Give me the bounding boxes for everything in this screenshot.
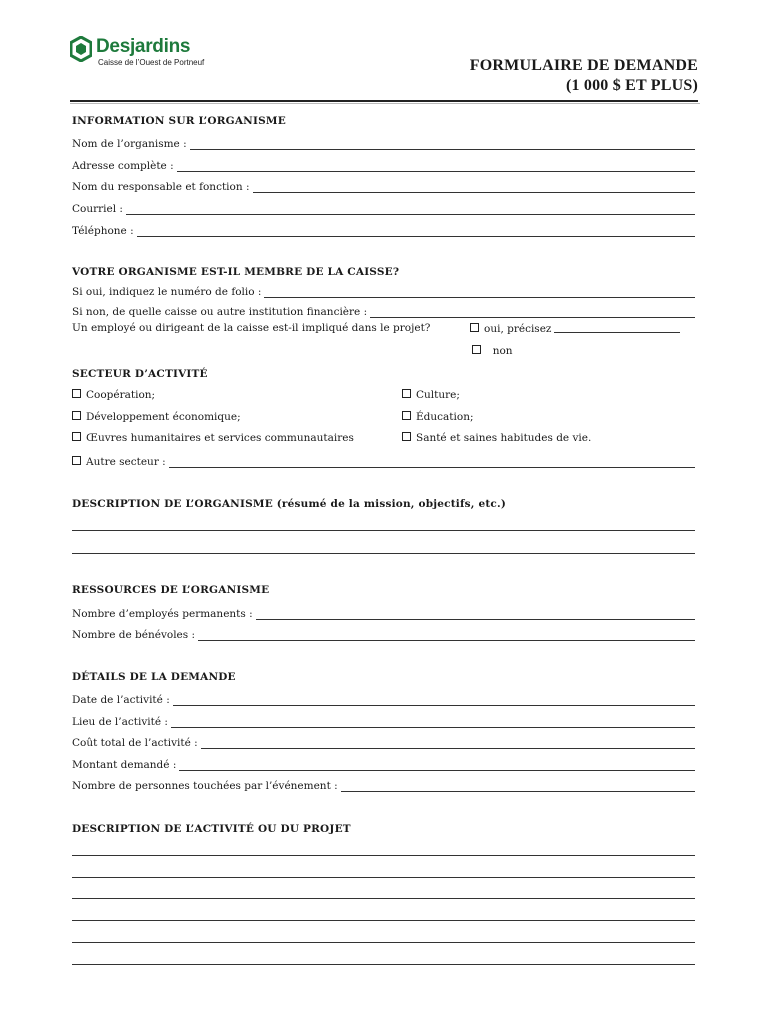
fill-line[interactable]	[169, 457, 695, 468]
option-developpement[interactable]	[72, 411, 241, 423]
fill-line[interactable]	[137, 226, 695, 237]
field-label: Autre secteur :	[86, 456, 166, 468]
field-label: Nombre de bénévoles :	[72, 629, 196, 641]
option-education[interactable]	[402, 411, 474, 423]
desjardins-hexagon-icon	[70, 36, 92, 62]
option-oeuvres[interactable]	[72, 432, 354, 444]
field-employes[interactable]	[72, 606, 695, 620]
checkbox-sante[interactable]	[402, 432, 411, 441]
brand-subtitle: Caisse de l’Ouest de Portneuf	[98, 58, 205, 67]
fill-line[interactable]	[264, 287, 695, 298]
desjardins-logo	[70, 36, 204, 68]
form-title-line1: FORMULAIRE DE DEMANDE	[469, 57, 698, 74]
field-label: Coût total de l’activité :	[72, 737, 198, 749]
section-heading-description-projet: DESCRIPTION DE L’ACTIVITÉ OU DU PROJET	[72, 823, 351, 835]
form-title-line2: (1 000 $ ET PLUS)	[565, 77, 698, 94]
option-sante[interactable]	[402, 432, 591, 444]
option-label: Œuvres humanitaires et services communautaires	[86, 432, 354, 444]
fill-line[interactable]	[256, 609, 695, 620]
option-label: Éducation;	[416, 411, 474, 423]
field-label: Adresse complète :	[72, 160, 174, 172]
field-personnes[interactable]	[72, 778, 695, 792]
option-label: Coopération;	[86, 389, 156, 401]
option-label: Développement économique;	[86, 411, 241, 423]
fill-line[interactable]	[171, 717, 695, 728]
option-label: Santé et saines habitudes de vie.	[416, 432, 592, 444]
field-label: Lieu de l’activité :	[72, 716, 168, 728]
field-label: Si oui, indiquez le numéro de folio :	[72, 286, 262, 298]
checkbox-oeuvres[interactable]	[72, 432, 81, 441]
field-adresse[interactable]	[72, 158, 695, 172]
field-courriel[interactable]	[72, 201, 695, 215]
fill-line[interactable]	[72, 530, 695, 531]
fill-line[interactable]	[173, 695, 695, 706]
field-responsable[interactable]	[72, 179, 695, 193]
field-label: Montant demandé :	[72, 759, 177, 771]
field-label: Nombre d’employés permanents :	[72, 608, 253, 620]
fill-line[interactable]	[72, 877, 695, 878]
fill-line[interactable]	[126, 204, 695, 215]
field-label: Courriel :	[72, 203, 123, 215]
fill-line[interactable]	[72, 855, 695, 856]
checkbox-non[interactable]	[472, 345, 481, 354]
field-cout[interactable]	[72, 735, 695, 749]
fill-line[interactable]	[341, 781, 695, 792]
form-title	[470, 56, 698, 96]
option-culture[interactable]	[402, 389, 460, 401]
option-non[interactable]	[472, 345, 513, 357]
fill-line[interactable]	[179, 760, 695, 771]
brand-name: Desjardins	[96, 36, 191, 57]
checkbox-culture[interactable]	[402, 389, 411, 398]
fill-line[interactable]	[253, 182, 696, 193]
fill-line[interactable]	[72, 964, 695, 965]
option-oui[interactable]	[470, 322, 680, 335]
fill-line[interactable]	[72, 942, 695, 943]
section-heading-description-organisme: DESCRIPTION DE L’ORGANISME (résumé de la mission, objectifs, etc.)	[72, 498, 507, 510]
field-label: Nombre de personnes touchées par l’événement :	[72, 780, 338, 792]
option-cooperation[interactable]	[72, 389, 155, 401]
field-label: Nom du responsable et fonction :	[72, 181, 250, 193]
option-non-label: non	[492, 345, 513, 357]
section-heading-ressources: RESSOURCES DE L’ORGANISME	[72, 584, 270, 596]
fill-line[interactable]	[72, 920, 695, 921]
header-divider	[70, 100, 698, 102]
option-label: Culture;	[416, 389, 460, 401]
header-divider-shadow	[70, 103, 700, 104]
fill-line[interactable]	[201, 738, 695, 749]
fill-line[interactable]	[554, 322, 680, 333]
fill-line[interactable]	[370, 307, 695, 318]
fill-line[interactable]	[177, 161, 695, 172]
field-lieu[interactable]	[72, 714, 695, 728]
field-nom-organisme[interactable]	[72, 136, 695, 150]
checkbox-oui[interactable]	[470, 323, 479, 332]
option-oui-label: oui, précisez	[484, 323, 552, 335]
field-label: Nom de l’organisme :	[72, 138, 187, 150]
section-heading-membre: VOTRE ORGANISME EST-IL MEMBRE DE LA CAISSE?	[72, 266, 400, 278]
checkbox-education[interactable]	[402, 411, 411, 420]
section-heading-organisme: INFORMATION SUR L’ORGANISME	[72, 115, 286, 127]
employee-question: Un employé ou dirigeant de la caisse est-il impliqué dans le projet?	[72, 322, 431, 334]
field-montant[interactable]	[72, 757, 695, 771]
field-date[interactable]	[72, 692, 695, 706]
section-heading-details: DÉTAILS DE LA DEMANDE	[72, 671, 236, 683]
option-autre	[72, 456, 166, 468]
field-autre-caisse[interactable]	[72, 304, 695, 318]
field-label: Date de l’activité :	[72, 694, 170, 706]
fill-line[interactable]	[190, 139, 695, 150]
checkbox-autre[interactable]	[72, 456, 81, 465]
fill-line[interactable]	[72, 553, 695, 554]
field-label: Si non, de quelle caisse ou autre institution financière :	[72, 306, 368, 318]
field-autre-secteur[interactable]	[72, 454, 695, 468]
section-heading-secteur: SECTEUR D’ACTIVITÉ	[72, 368, 208, 380]
fill-line[interactable]	[72, 898, 695, 899]
field-folio[interactable]	[72, 284, 695, 298]
field-telephone[interactable]	[72, 223, 695, 237]
field-label: Téléphone :	[72, 225, 134, 237]
checkbox-cooperation[interactable]	[72, 389, 81, 398]
fill-line[interactable]	[198, 630, 695, 641]
field-benevoles[interactable]	[72, 627, 695, 641]
checkbox-developpement[interactable]	[72, 411, 81, 420]
